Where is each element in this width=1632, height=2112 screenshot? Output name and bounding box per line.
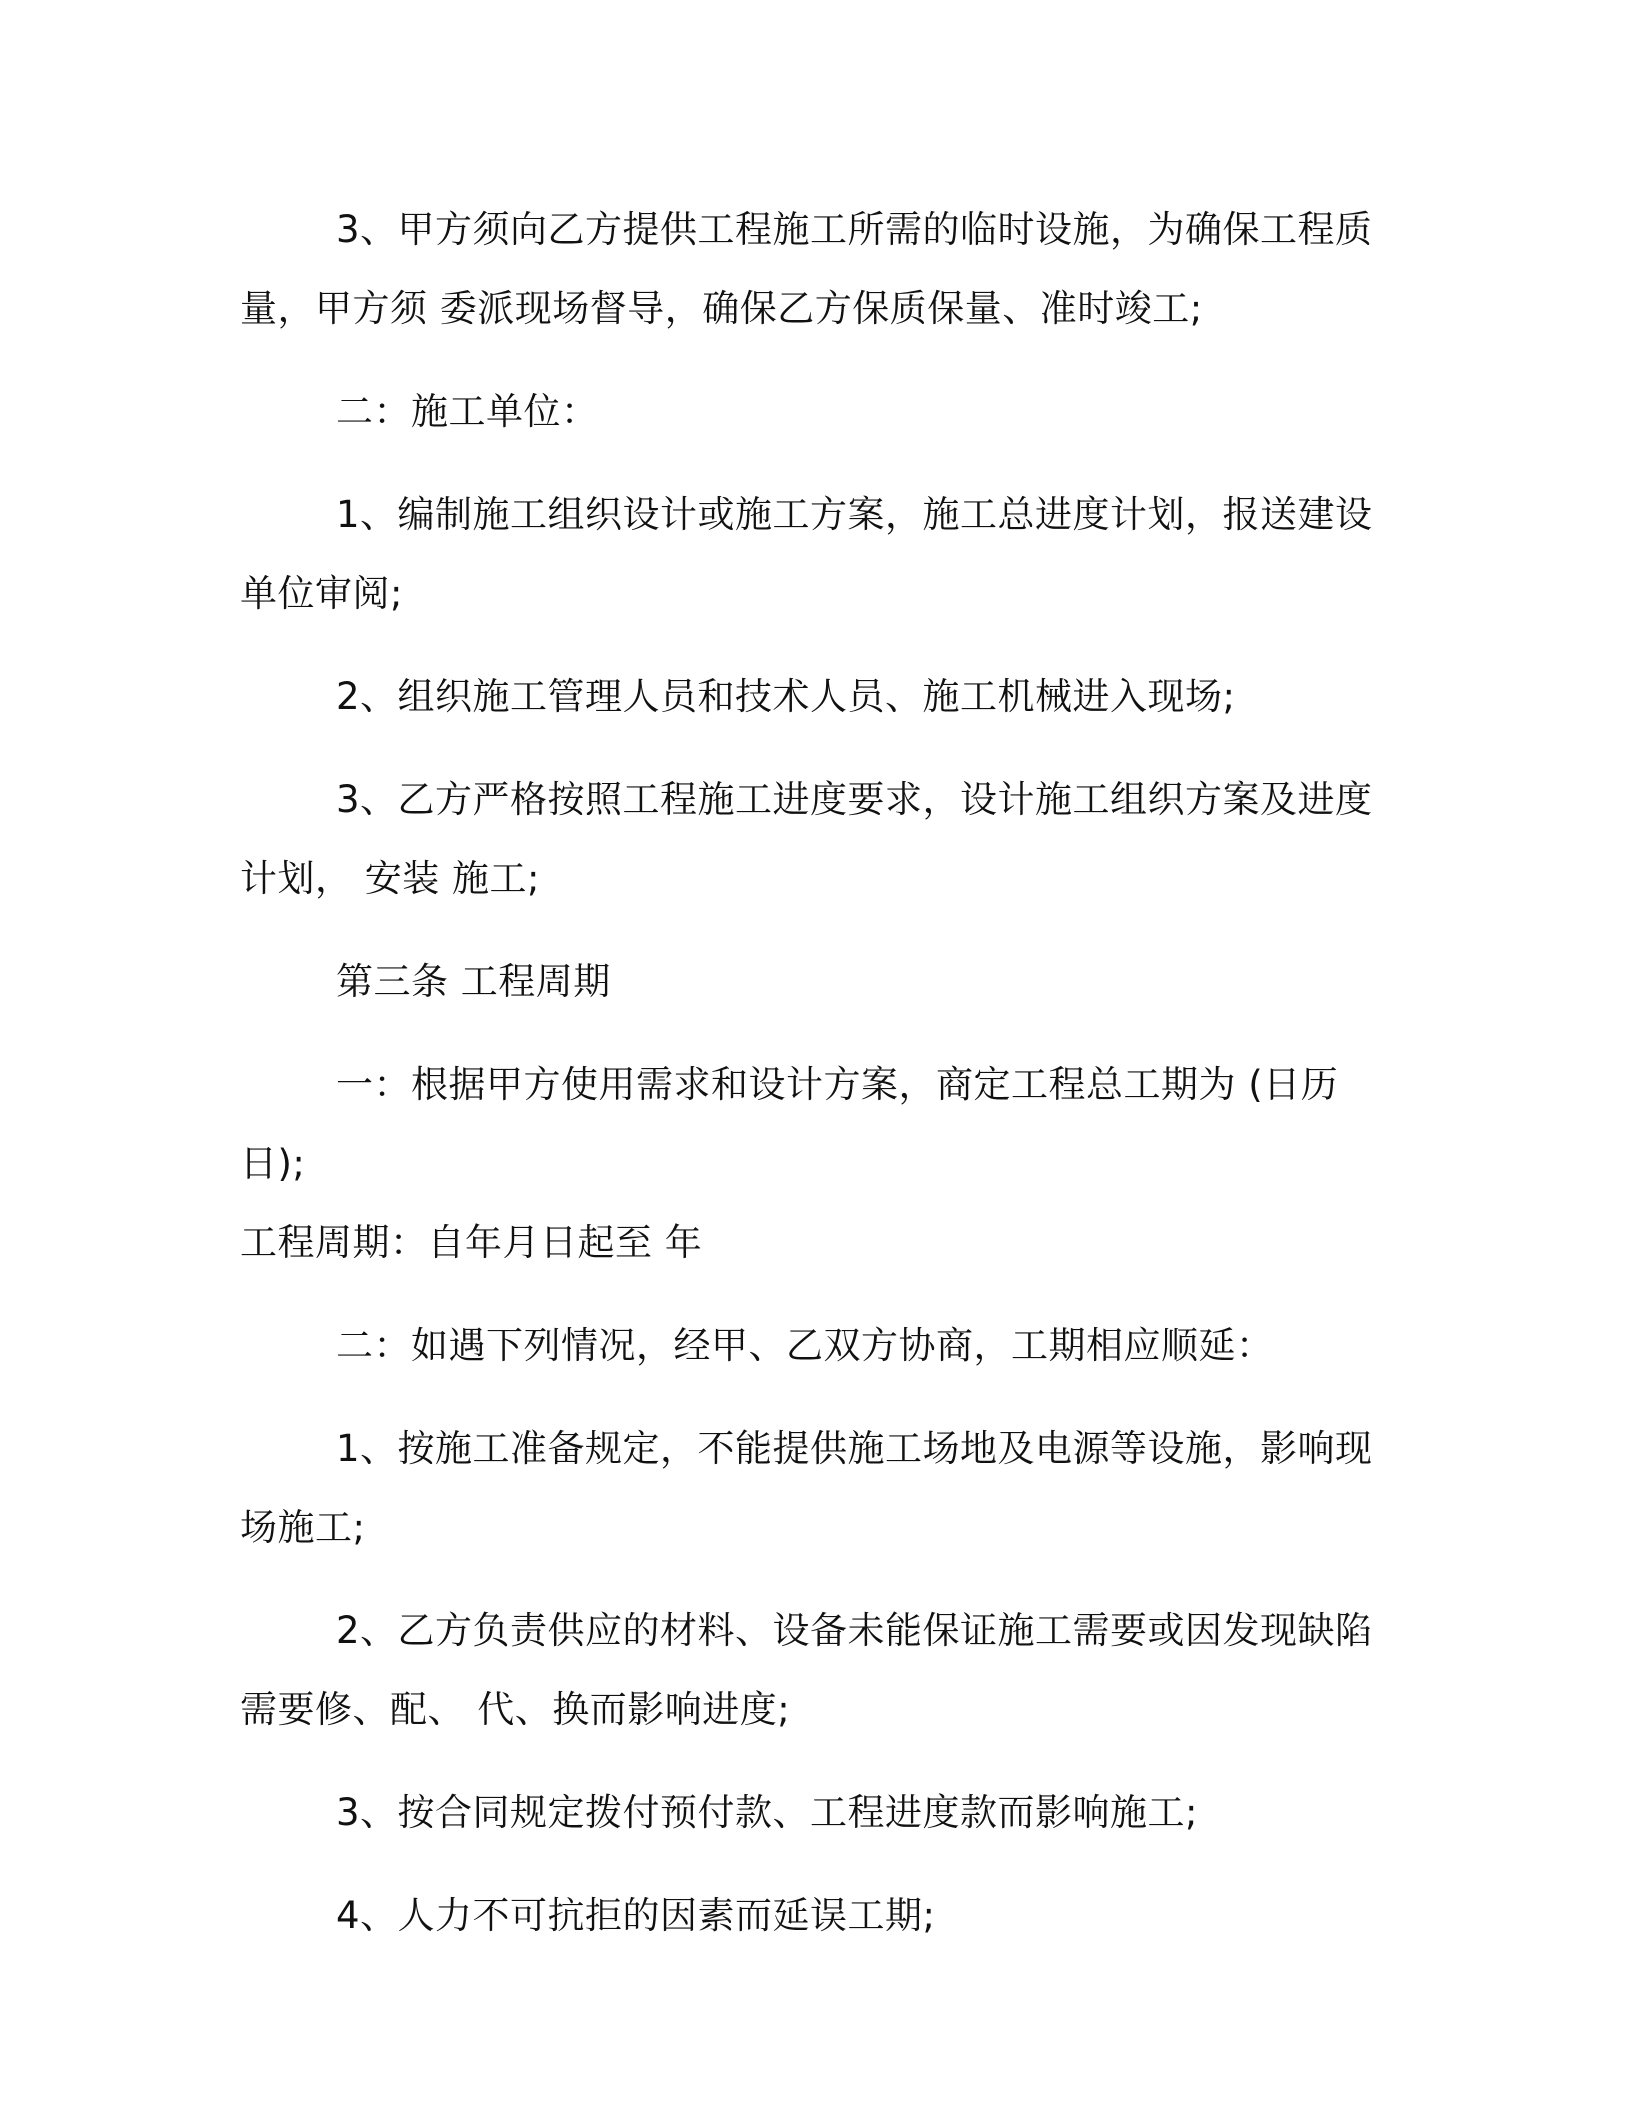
paragraph-line: 2、乙方负责供应的材料、设备未能保证施工需要或因发现缺陷	[336, 1609, 1373, 1652]
paragraph-line: 场施工;	[240, 1506, 366, 1549]
paragraph-line: 1、按施工准备规定，不能提供施工场地及电源等设施，影响现	[336, 1427, 1373, 1470]
paragraph-line: 量，甲方须 委派现场督导，确保乙方保质保量、准时竣工;	[240, 287, 1203, 330]
paragraph-line: 1、编制施工组织设计或施工方案，施工总进度计划，报送建设	[336, 493, 1373, 536]
paragraph-period-item-1	[240, 1045, 1390, 1282]
paragraph-line: 2、组织施工管理人员和技术人员、施工机械进入现场;	[336, 675, 1236, 718]
paragraph-construction-item-2	[240, 657, 1390, 736]
paragraph-line: 二：施工单位：	[336, 390, 599, 433]
section-heading-construction-unit	[240, 372, 1390, 451]
paragraph-delay-item-3	[240, 1773, 1390, 1852]
paragraph-line: 计划， 安装 施工;	[240, 857, 540, 900]
document-body	[240, 190, 1390, 1955]
paragraph-delay-item-1	[240, 1409, 1390, 1567]
paragraph-construction-item-1	[240, 475, 1390, 633]
paragraph-line: 一：根据甲方使用需求和设计方案，商定工程总工期为 (日历日);	[240, 1063, 1339, 1185]
paragraph-period-item-2	[240, 1306, 1390, 1385]
paragraph-line: 工程周期：自年月日起至 年	[240, 1221, 703, 1264]
paragraph-delay-item-2	[240, 1591, 1390, 1749]
paragraph-line: 需要修、配、 代、换而影响进度;	[240, 1688, 791, 1731]
paragraph-line: 3、甲方须向乙方提供工程施工所需的临时设施，为确保工程质	[336, 208, 1373, 251]
paragraph-delay-item-4	[240, 1876, 1390, 1955]
paragraph-line: 二：如遇下列情况，经甲、乙双方协商，工期相应顺延：	[336, 1324, 1274, 1367]
paragraph-party-a-item-3	[240, 190, 1390, 348]
paragraph-line: 3、乙方严格按照工程施工进度要求，设计施工组织方案及进度	[336, 778, 1373, 821]
paragraph-line: 4、人力不可抗拒的因素而延误工期;	[336, 1894, 936, 1937]
paragraph-line: 单位审阅;	[240, 572, 403, 615]
paragraph-line: 第三条 工程周期	[336, 960, 611, 1003]
paragraph-line: 3、按合同规定拨付预付款、工程进度款而影响施工;	[336, 1791, 1199, 1834]
article-3-heading	[240, 942, 1390, 1021]
paragraph-construction-item-3	[240, 760, 1390, 918]
